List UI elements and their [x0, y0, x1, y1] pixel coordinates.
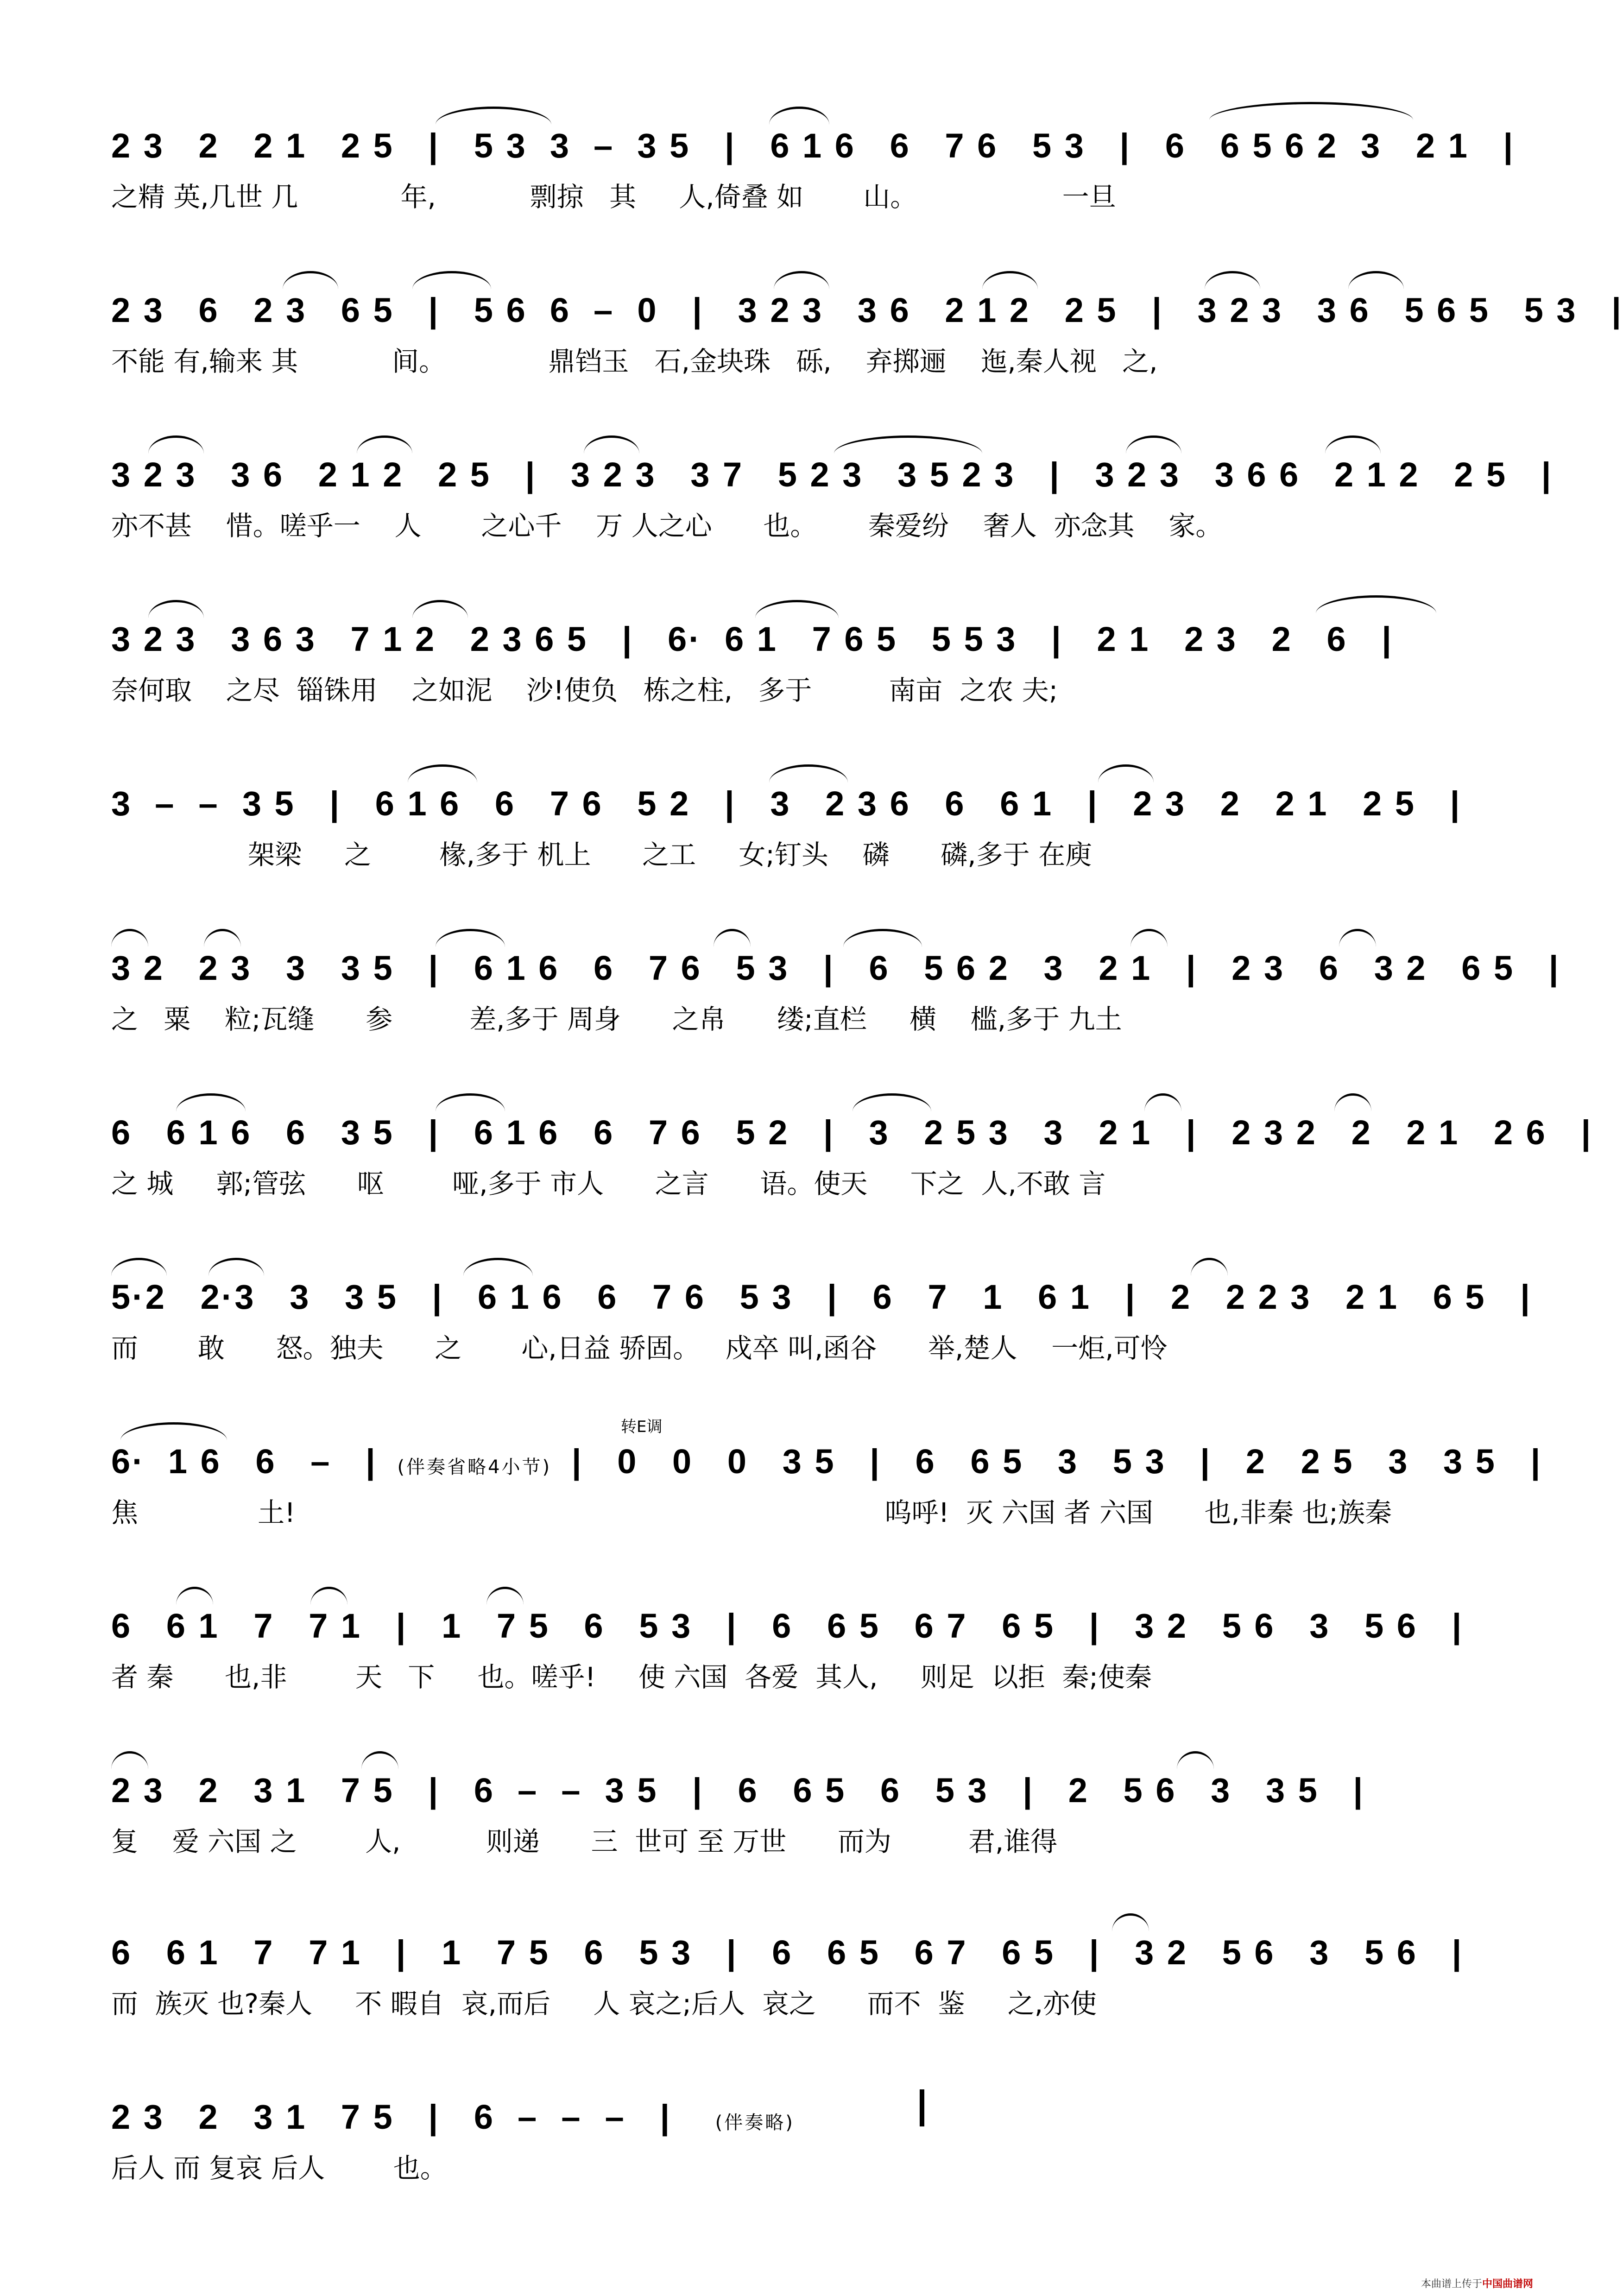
notation-line: 3 2 2 3 3 3 5 | 6 1 6 6 7 6 5 3 | 6 5 6 2 3 2 1 | 2 3 6 3 2 6 5 | — [111, 949, 1560, 987]
lyric-line: 者 秦 也,非 天 下 也。嗟乎! 使 六国 各爱 其人, 则足 以拒 秦;使秦 — [111, 1661, 1152, 1693]
score-system — [111, 1587, 1464, 1707]
score-system — [111, 929, 1560, 1049]
lyric-line: 后人 而 复哀 后人 也。 — [111, 2152, 447, 2184]
footer-credit: 本曲谱上传于中国曲谱网 — [1421, 2278, 1533, 2290]
score-system — [111, 435, 1553, 556]
score-system — [111, 107, 1515, 227]
notation-line: 2 3 6 2 3 6 5 | 5 6 6 – 0 | 3 2 3 3 6 2 1 2 2 5 | 3 2 3 3 6 5 6 5 5 3 | — [111, 291, 1623, 329]
final-barline — [920, 2089, 924, 2126]
lyric-line: 亦不甚 惜。嗟乎一 人 之心千 万 人之心 也。 秦爱纷 奢人 亦念其 家。 — [111, 510, 1223, 542]
score-system — [111, 1093, 1593, 1214]
notation-line: 6 6 1 7 7 1 | 1 7 5 6 5 3 | 6 6 5 6 7 6 5 | 3 2 5 6 3 5 6 | — [111, 1933, 1464, 1972]
notation-line: 5·2 2·3 3 3 5 | 6 1 6 6 7 6 5 3 | 6 7 1 6 1 | 2 2 2 3 2 1 6 5 | — [111, 1278, 1532, 1316]
lyric-line: 奈何取 之尽 锱铢用 之如泥 沙!使负 栋之柱, 多于 南亩 之农 夫; — [111, 675, 1058, 706]
notation-line: 2 3 2 2 1 2 5 | 5 3 3 – 3 5 | 6 1 6 6 7 6 5 3 | 6 6 5 6 2 3 2 1 | — [111, 126, 1515, 165]
interlude-note: (伴奏略) — [715, 2112, 795, 2133]
lyric-line: 之精 英,几世 几 年, 剽掠 其 人,倚叠 如 山。 一旦 — [111, 181, 1116, 213]
score-system — [111, 1418, 1542, 1543]
lyric-line: 之 城 郭;管弦 呕 哑,多于 市人 之言 语。使天 下之 人,不敢 言 — [111, 1168, 1106, 1199]
notation-line: 3 – – 3 5 | 6 1 6 6 7 6 5 2 | 3 2 3 6 6 6 1 | 2 3 2 2 1 2 5 | — [111, 784, 1462, 823]
score-system — [111, 2078, 1441, 2198]
notation-line: 3 2 3 3 6 3 7 1 2 2 3 6 5 | 6· 6 1 7 6 5 5 5 3 | 2 1 2 3 2 6 | — [111, 620, 1393, 658]
score-system — [111, 1751, 1441, 1872]
score-system — [111, 271, 1623, 391]
notation-line: 6 6 1 7 7 1 | 1 7 5 6 5 3 | 6 6 5 6 7 6 5 | 3 2 5 6 3 5 6 | — [111, 1607, 1464, 1645]
site-brand: 中国曲谱网 — [1482, 2278, 1533, 2290]
score-system — [111, 1913, 1464, 2034]
lyric-line: 架梁 之 椽,多于 机上 之工 女;钉头 磷 磷,多于 在庾 — [111, 839, 1093, 870]
score-system — [111, 1258, 1532, 1378]
notation-line: 3 2 3 3 6 2 1 2 2 5 | 3 2 3 3 7 5 2 3 3 5 2 3 | 3 2 3 3 6 6 2 1 2 2 5 | — [111, 455, 1553, 494]
score-system — [111, 764, 1462, 885]
notation-line: 6· 1 6 6 – | (伴奏省略4小节) | 0 0 0 3 5 | 6 6 5 3 5 3 | 2 2 5 3 3 5 | — [111, 1436, 1441, 1487]
lyric-line: 而 族灭 也?秦人 不 暇自 哀,而后 人 哀之;后人 哀之 而不 鉴 之,亦使 — [111, 1988, 1097, 2019]
lyric-line: 不能 有,输来 其 间。 鼎铛玉 石,金块珠 砾, 弃掷逦 迤,秦人视 之, — [111, 346, 1158, 377]
lyric-line: 复 爱 六国 之 人, 则递 三 世可 至 万世 而为 君,谁得 — [111, 1826, 1058, 1857]
notation-line: 6 6 1 6 6 3 5 | 6 1 6 6 7 6 5 2 | 3 2 5 3 3 2 1 | 2 3 2 2 2 1 2 6 | — [111, 1113, 1593, 1152]
key-change: 转E调 — [621, 1418, 663, 1436]
lyric-line: 而 敢 怒。独夫 之 心,日益 骄固。 戍卒 叫,函谷 举,楚人 一炬,可怜 — [111, 1332, 1168, 1364]
notation-line: 2 3 2 3 1 7 5 | 6 – – – | (伴奏略) — [111, 2092, 1441, 2143]
interlude-note: (伴奏省略4小节) — [397, 1457, 552, 1478]
score-system — [111, 600, 1441, 720]
notation-line: 2 3 2 3 1 7 5 | 6 – – 3 5 | 6 6 5 6 5 3 | 2 5 6 3 3 5 | — [111, 1771, 1365, 1810]
lyric-line: 之 粟 粒;瓦缝 参 差,多于 周身 之帛 缕;直栏 横 槛,多于 九土 — [111, 1003, 1122, 1035]
lyric-line: 焦 土! 呜呼! 灭 六国 者 六国 也,非秦 也;族秦 — [111, 1497, 1392, 1528]
